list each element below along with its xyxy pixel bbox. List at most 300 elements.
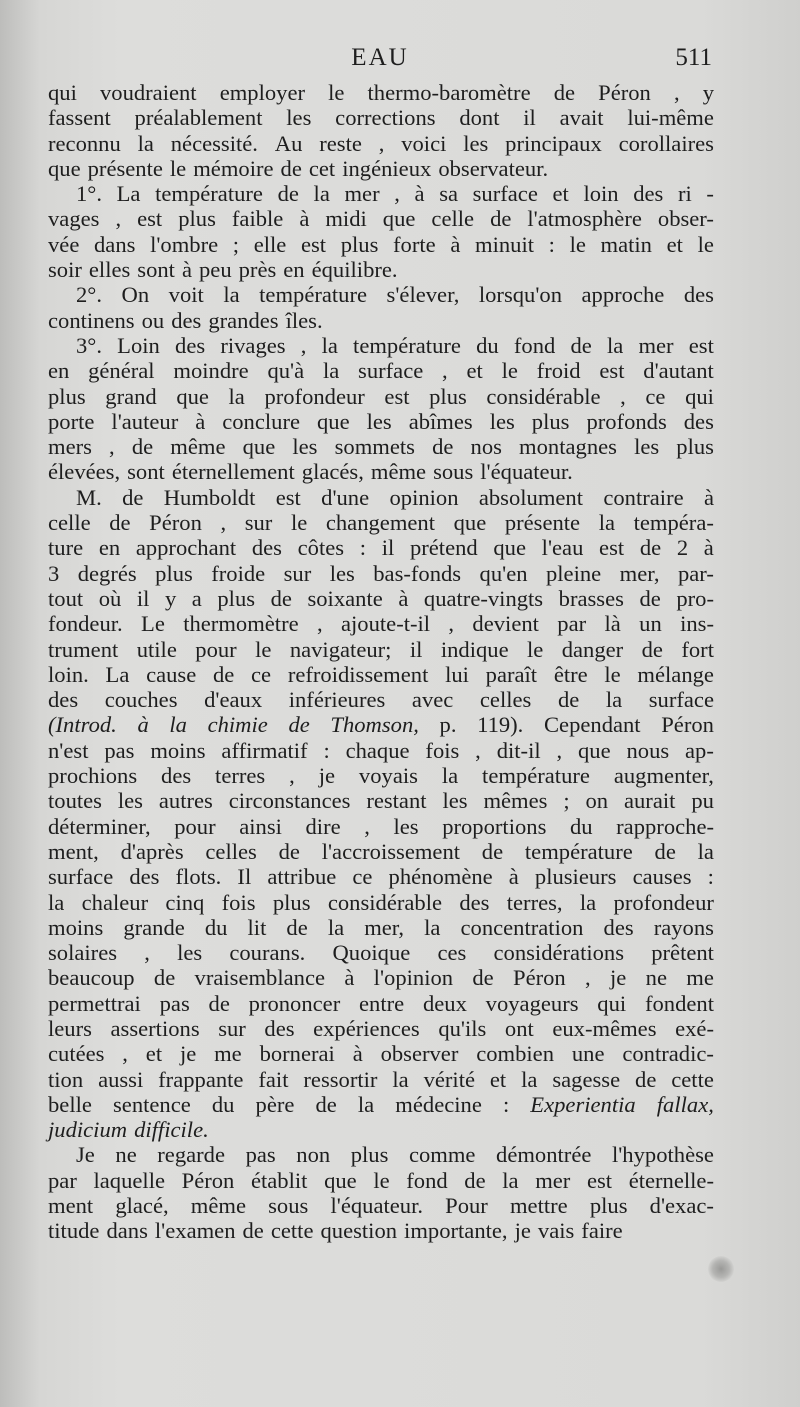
word: froid bbox=[536, 358, 581, 384]
word: de bbox=[122, 484, 144, 510]
word: , bbox=[585, 965, 591, 991]
word: est bbox=[300, 231, 327, 257]
text-line bbox=[48, 1168, 714, 1193]
word: fassent bbox=[48, 105, 111, 131]
word: par bbox=[48, 1167, 77, 1193]
word: p. bbox=[439, 712, 457, 738]
word: plus bbox=[48, 383, 86, 409]
word: Le bbox=[141, 611, 165, 637]
word: de bbox=[153, 965, 176, 991]
word: montagnes bbox=[519, 434, 617, 460]
word: belle bbox=[48, 1091, 92, 1117]
word: plusieurs bbox=[534, 864, 617, 890]
word: ont bbox=[504, 1015, 534, 1041]
word: mer bbox=[344, 181, 380, 207]
word: autres bbox=[158, 788, 213, 814]
word: de bbox=[481, 838, 504, 864]
word: lorsqu'on bbox=[478, 282, 563, 308]
word: l'examen bbox=[154, 1218, 236, 1244]
word: fois bbox=[221, 889, 256, 915]
word: d'une bbox=[321, 484, 370, 510]
word: des bbox=[683, 408, 714, 434]
word: obser- bbox=[657, 206, 714, 232]
word: vages bbox=[48, 206, 100, 232]
text-line bbox=[48, 308, 714, 333]
word: , bbox=[109, 434, 115, 460]
text-line bbox=[48, 1092, 714, 1117]
word: fondeur. bbox=[48, 611, 123, 637]
word: vais bbox=[537, 1218, 575, 1244]
word: qui bbox=[48, 80, 77, 105]
word: opinion bbox=[389, 484, 459, 510]
word: Péron bbox=[513, 965, 566, 991]
word: contraire bbox=[603, 484, 684, 510]
word: cet bbox=[308, 155, 336, 181]
word: de bbox=[315, 1091, 337, 1117]
word: la bbox=[521, 1066, 538, 1092]
word: médecine bbox=[395, 1091, 482, 1117]
word: vée bbox=[48, 231, 80, 257]
word: : bbox=[323, 737, 330, 763]
word: et bbox=[552, 181, 569, 207]
word: fait bbox=[258, 1066, 289, 1092]
word: approche bbox=[581, 282, 665, 308]
word: les bbox=[489, 408, 515, 434]
word: les bbox=[393, 813, 419, 839]
word: : bbox=[548, 231, 555, 257]
word: chaque bbox=[345, 737, 410, 763]
word: est bbox=[586, 1167, 613, 1193]
word: à bbox=[344, 965, 355, 991]
word: Péron bbox=[149, 510, 202, 536]
word: pour bbox=[195, 636, 237, 662]
word: voyageurs bbox=[485, 990, 579, 1016]
word: que bbox=[317, 408, 350, 434]
text-line bbox=[48, 384, 714, 409]
word: de bbox=[570, 332, 592, 358]
word: faible bbox=[231, 206, 284, 232]
word: corollaires bbox=[618, 130, 714, 156]
word: des bbox=[251, 535, 282, 561]
word: la bbox=[357, 1091, 375, 1117]
word: de bbox=[208, 990, 230, 1016]
word: ri bbox=[677, 181, 692, 207]
word: la bbox=[313, 181, 330, 207]
word: cette bbox=[270, 1218, 314, 1244]
text-line bbox=[48, 763, 714, 788]
word: que bbox=[48, 155, 81, 181]
word: considérable bbox=[327, 889, 442, 915]
word: la bbox=[392, 1066, 409, 1092]
word: de bbox=[109, 510, 131, 536]
word: ture bbox=[48, 535, 84, 561]
word: profondeur bbox=[264, 383, 365, 409]
word: en bbox=[283, 257, 305, 283]
word: à bbox=[508, 864, 519, 890]
word: , bbox=[144, 940, 150, 966]
word: le bbox=[328, 80, 345, 105]
word: la bbox=[322, 358, 340, 384]
word: conclure bbox=[222, 408, 301, 434]
word: Quoique bbox=[332, 940, 411, 966]
word: , bbox=[442, 358, 448, 384]
word: principaux bbox=[505, 130, 602, 156]
word: , bbox=[122, 1041, 128, 1067]
word: refroidissement bbox=[287, 661, 429, 687]
word: expériences bbox=[313, 1015, 420, 1041]
word: du bbox=[476, 332, 499, 358]
word: , bbox=[394, 181, 400, 207]
word: que bbox=[382, 206, 416, 232]
word: entre bbox=[359, 990, 405, 1016]
word: thermomètre bbox=[183, 611, 299, 637]
word: absolument bbox=[478, 484, 584, 510]
word: un bbox=[639, 611, 662, 637]
word: 1°. bbox=[76, 181, 102, 207]
word: là bbox=[604, 611, 621, 637]
word: celles bbox=[205, 838, 257, 864]
word: peu bbox=[199, 257, 232, 283]
word: l'opinion bbox=[373, 965, 454, 991]
word: de bbox=[557, 687, 580, 713]
word: proportions bbox=[442, 813, 547, 839]
word: employer bbox=[219, 80, 306, 105]
word: préalablement bbox=[134, 105, 263, 131]
word: température bbox=[482, 763, 590, 789]
word: et bbox=[666, 231, 683, 257]
word: , bbox=[556, 737, 563, 763]
word: et bbox=[489, 1066, 507, 1092]
word: des bbox=[129, 864, 160, 890]
word: dans bbox=[106, 1218, 148, 1244]
word: 2°. bbox=[76, 282, 102, 308]
word: terres bbox=[215, 763, 266, 789]
word: pour bbox=[174, 813, 216, 839]
word: la bbox=[327, 914, 345, 940]
word: mer, bbox=[364, 914, 405, 940]
word: je bbox=[318, 763, 336, 789]
word: est bbox=[275, 484, 301, 510]
word: les bbox=[329, 560, 355, 586]
word: soir bbox=[48, 257, 82, 283]
word: corrections bbox=[335, 105, 436, 131]
word: abîmes bbox=[408, 408, 473, 434]
word: restant bbox=[366, 788, 427, 814]
word: mémoire bbox=[193, 155, 274, 181]
word: cette bbox=[671, 1066, 714, 1092]
word: le bbox=[290, 510, 308, 536]
word: la bbox=[606, 332, 624, 358]
word: que bbox=[578, 737, 611, 763]
word: par bbox=[557, 611, 587, 637]
word: approchant bbox=[135, 535, 237, 561]
word: est bbox=[599, 535, 625, 561]
word: le bbox=[169, 155, 187, 181]
word: des bbox=[683, 282, 714, 308]
text-line bbox=[48, 561, 714, 586]
word: non bbox=[296, 1142, 331, 1168]
word: les bbox=[292, 434, 318, 460]
word: ne bbox=[645, 965, 667, 991]
word: pas bbox=[104, 737, 135, 763]
word: nécessité. bbox=[170, 130, 258, 156]
word: observer bbox=[380, 1041, 459, 1067]
word: augmenter, bbox=[613, 763, 714, 789]
word: on bbox=[585, 788, 609, 814]
text-line bbox=[48, 788, 714, 813]
word: profondeur bbox=[613, 889, 714, 915]
word: danger bbox=[561, 636, 624, 662]
word: déterminer, bbox=[48, 813, 151, 839]
word: des bbox=[603, 914, 634, 940]
word: qui bbox=[597, 990, 627, 1016]
word: glacé, bbox=[115, 1193, 169, 1219]
word: , bbox=[620, 383, 626, 409]
text-line bbox=[48, 814, 714, 839]
word: On bbox=[121, 282, 150, 308]
page-header bbox=[48, 44, 712, 80]
word: des bbox=[161, 763, 192, 789]
word: des bbox=[171, 307, 202, 333]
word: il bbox=[136, 585, 150, 611]
word: les bbox=[366, 408, 392, 434]
word: cinq bbox=[165, 889, 205, 915]
word: la bbox=[137, 130, 154, 156]
word: ajoute-t-il bbox=[340, 611, 431, 637]
word: de bbox=[641, 636, 663, 662]
word: et bbox=[466, 358, 483, 384]
word: me bbox=[214, 1041, 242, 1067]
word: ap- bbox=[685, 737, 714, 763]
body-text bbox=[48, 80, 714, 1244]
word: père bbox=[255, 1091, 295, 1117]
word: le bbox=[527, 636, 544, 662]
word: loin. bbox=[48, 661, 89, 687]
word: pu bbox=[691, 788, 714, 814]
word: celles bbox=[479, 687, 532, 713]
word: tempéra- bbox=[633, 510, 714, 536]
word: le bbox=[501, 358, 518, 384]
word: fort bbox=[681, 636, 714, 662]
word: reste bbox=[319, 130, 362, 156]
word: inférieures bbox=[288, 687, 386, 713]
word: prononcer bbox=[248, 990, 341, 1016]
text-line bbox=[48, 434, 714, 459]
text-line bbox=[48, 409, 714, 434]
word: ; bbox=[232, 231, 240, 257]
word: de bbox=[635, 1066, 657, 1092]
word: sous bbox=[433, 459, 474, 485]
word: utile bbox=[136, 636, 177, 662]
word: voit bbox=[168, 282, 204, 308]
word: loin bbox=[583, 181, 619, 207]
text-line bbox=[48, 1218, 714, 1243]
word: îles. bbox=[285, 307, 323, 333]
word: causes bbox=[632, 864, 692, 890]
word: leurs bbox=[48, 1015, 92, 1041]
word: , bbox=[289, 763, 295, 789]
word: 2 bbox=[676, 535, 689, 561]
word: frappante bbox=[158, 1066, 244, 1092]
text-line bbox=[48, 1117, 714, 1142]
text-line bbox=[48, 890, 714, 915]
word: est bbox=[688, 332, 714, 358]
word: rayons bbox=[653, 914, 714, 940]
text-line bbox=[48, 1041, 714, 1066]
word: des bbox=[459, 889, 490, 915]
word: nos bbox=[470, 434, 502, 460]
word: grande bbox=[123, 914, 185, 940]
word: dit-il bbox=[496, 737, 541, 763]
word: l'hypothèse bbox=[611, 1142, 714, 1168]
word: je bbox=[514, 1218, 531, 1244]
word: solaires bbox=[48, 940, 118, 966]
word: surface bbox=[648, 687, 714, 713]
word: s'élever, bbox=[386, 282, 460, 308]
word: eux-mêmes bbox=[552, 1015, 657, 1041]
word: , bbox=[364, 813, 370, 839]
word: d'exac- bbox=[649, 1193, 714, 1219]
word: ainsi bbox=[239, 813, 282, 839]
word: Cependant bbox=[543, 712, 641, 738]
word: de bbox=[553, 80, 576, 105]
word: ingénieux bbox=[342, 155, 432, 181]
word: température bbox=[353, 332, 461, 358]
word: ces bbox=[437, 940, 467, 966]
word: contradic- bbox=[622, 1041, 714, 1067]
word: attribue bbox=[267, 864, 337, 890]
word: fond bbox=[406, 1167, 448, 1193]
word: Péron bbox=[598, 80, 651, 105]
word: établit bbox=[250, 1167, 308, 1193]
word: sa bbox=[439, 181, 459, 207]
word: degrés bbox=[77, 560, 137, 586]
word: être bbox=[553, 661, 588, 687]
word: plus bbox=[155, 560, 193, 586]
word: l'ombre bbox=[150, 231, 219, 257]
word: à bbox=[195, 408, 206, 434]
text-line bbox=[48, 105, 714, 130]
word: qu'ils bbox=[438, 1015, 487, 1041]
word: glacés, bbox=[301, 459, 364, 485]
word: M. bbox=[76, 484, 102, 510]
word: les bbox=[286, 105, 312, 131]
word: celle bbox=[48, 510, 91, 536]
word: aurait bbox=[623, 788, 676, 814]
word: midi bbox=[325, 206, 367, 232]
word: ressortir bbox=[303, 1066, 378, 1092]
text-line bbox=[48, 839, 714, 864]
word: cause bbox=[146, 661, 197, 687]
word: aussi bbox=[98, 1066, 144, 1092]
word: des bbox=[175, 332, 206, 358]
word: l'équateur. bbox=[480, 459, 573, 485]
word: rivages bbox=[220, 332, 286, 358]
ink-smudge bbox=[708, 1256, 734, 1282]
word: mer, bbox=[619, 560, 660, 586]
word: les bbox=[117, 788, 143, 814]
word: même bbox=[190, 1193, 246, 1219]
word: sont bbox=[137, 257, 175, 283]
word: présente bbox=[87, 155, 163, 181]
word: je bbox=[179, 1041, 197, 1067]
word: je bbox=[610, 965, 627, 991]
text-line bbox=[48, 257, 714, 282]
word: que bbox=[324, 1167, 357, 1193]
word: toutes bbox=[48, 788, 102, 814]
word: à bbox=[450, 231, 461, 257]
word: pleine bbox=[545, 560, 602, 586]
text-line bbox=[48, 687, 714, 712]
word: la bbox=[223, 282, 240, 308]
word: : bbox=[359, 535, 367, 561]
word: du bbox=[569, 813, 593, 839]
word: plus bbox=[340, 231, 379, 257]
word: des bbox=[48, 687, 79, 713]
text-line bbox=[48, 131, 714, 156]
word: mélange bbox=[637, 661, 714, 687]
word: elle bbox=[253, 231, 287, 257]
text-line bbox=[48, 637, 714, 662]
word: La bbox=[105, 661, 130, 687]
word: bornerai bbox=[259, 1041, 335, 1067]
word: La bbox=[116, 181, 141, 207]
word: la bbox=[441, 763, 459, 789]
word: général bbox=[88, 358, 155, 384]
word: les bbox=[634, 434, 660, 460]
word: la bbox=[605, 687, 623, 713]
word: comme bbox=[408, 1142, 476, 1168]
word: prêtent bbox=[651, 940, 714, 966]
word: il bbox=[381, 535, 395, 561]
word: sous bbox=[268, 1193, 309, 1219]
word: éternellement bbox=[171, 459, 295, 485]
word: ment, bbox=[48, 838, 99, 864]
word: fois bbox=[425, 737, 460, 763]
word: elles bbox=[88, 257, 131, 283]
text-line bbox=[48, 485, 714, 510]
word: l'équateur. bbox=[330, 1193, 423, 1219]
word: surface bbox=[472, 181, 538, 207]
word: qu'à bbox=[267, 358, 305, 384]
text-line bbox=[48, 80, 714, 105]
word: lit bbox=[247, 914, 267, 940]
word: voyais bbox=[358, 763, 418, 789]
word: rapproche- bbox=[616, 813, 714, 839]
text-line bbox=[48, 1193, 714, 1218]
text-line bbox=[48, 915, 714, 940]
text-line bbox=[48, 156, 714, 181]
word: vraisemblance bbox=[194, 965, 326, 991]
word: profonds bbox=[586, 408, 667, 434]
word: à bbox=[398, 585, 409, 611]
word: où bbox=[98, 585, 122, 611]
word: la bbox=[48, 889, 65, 915]
word: la bbox=[228, 383, 245, 409]
word: même bbox=[370, 459, 427, 485]
word: Loin bbox=[117, 332, 160, 358]
word: quatre-vingts bbox=[423, 585, 544, 611]
word: l'auteur bbox=[111, 408, 179, 434]
word: dans bbox=[94, 231, 136, 257]
word: éternelle- bbox=[628, 1167, 714, 1193]
word: à bbox=[352, 1041, 363, 1067]
word: d'eaux bbox=[204, 687, 263, 713]
word: à bbox=[703, 535, 714, 561]
word: considérations bbox=[493, 940, 625, 966]
word: combien bbox=[476, 1041, 555, 1067]
word: à bbox=[137, 712, 149, 738]
